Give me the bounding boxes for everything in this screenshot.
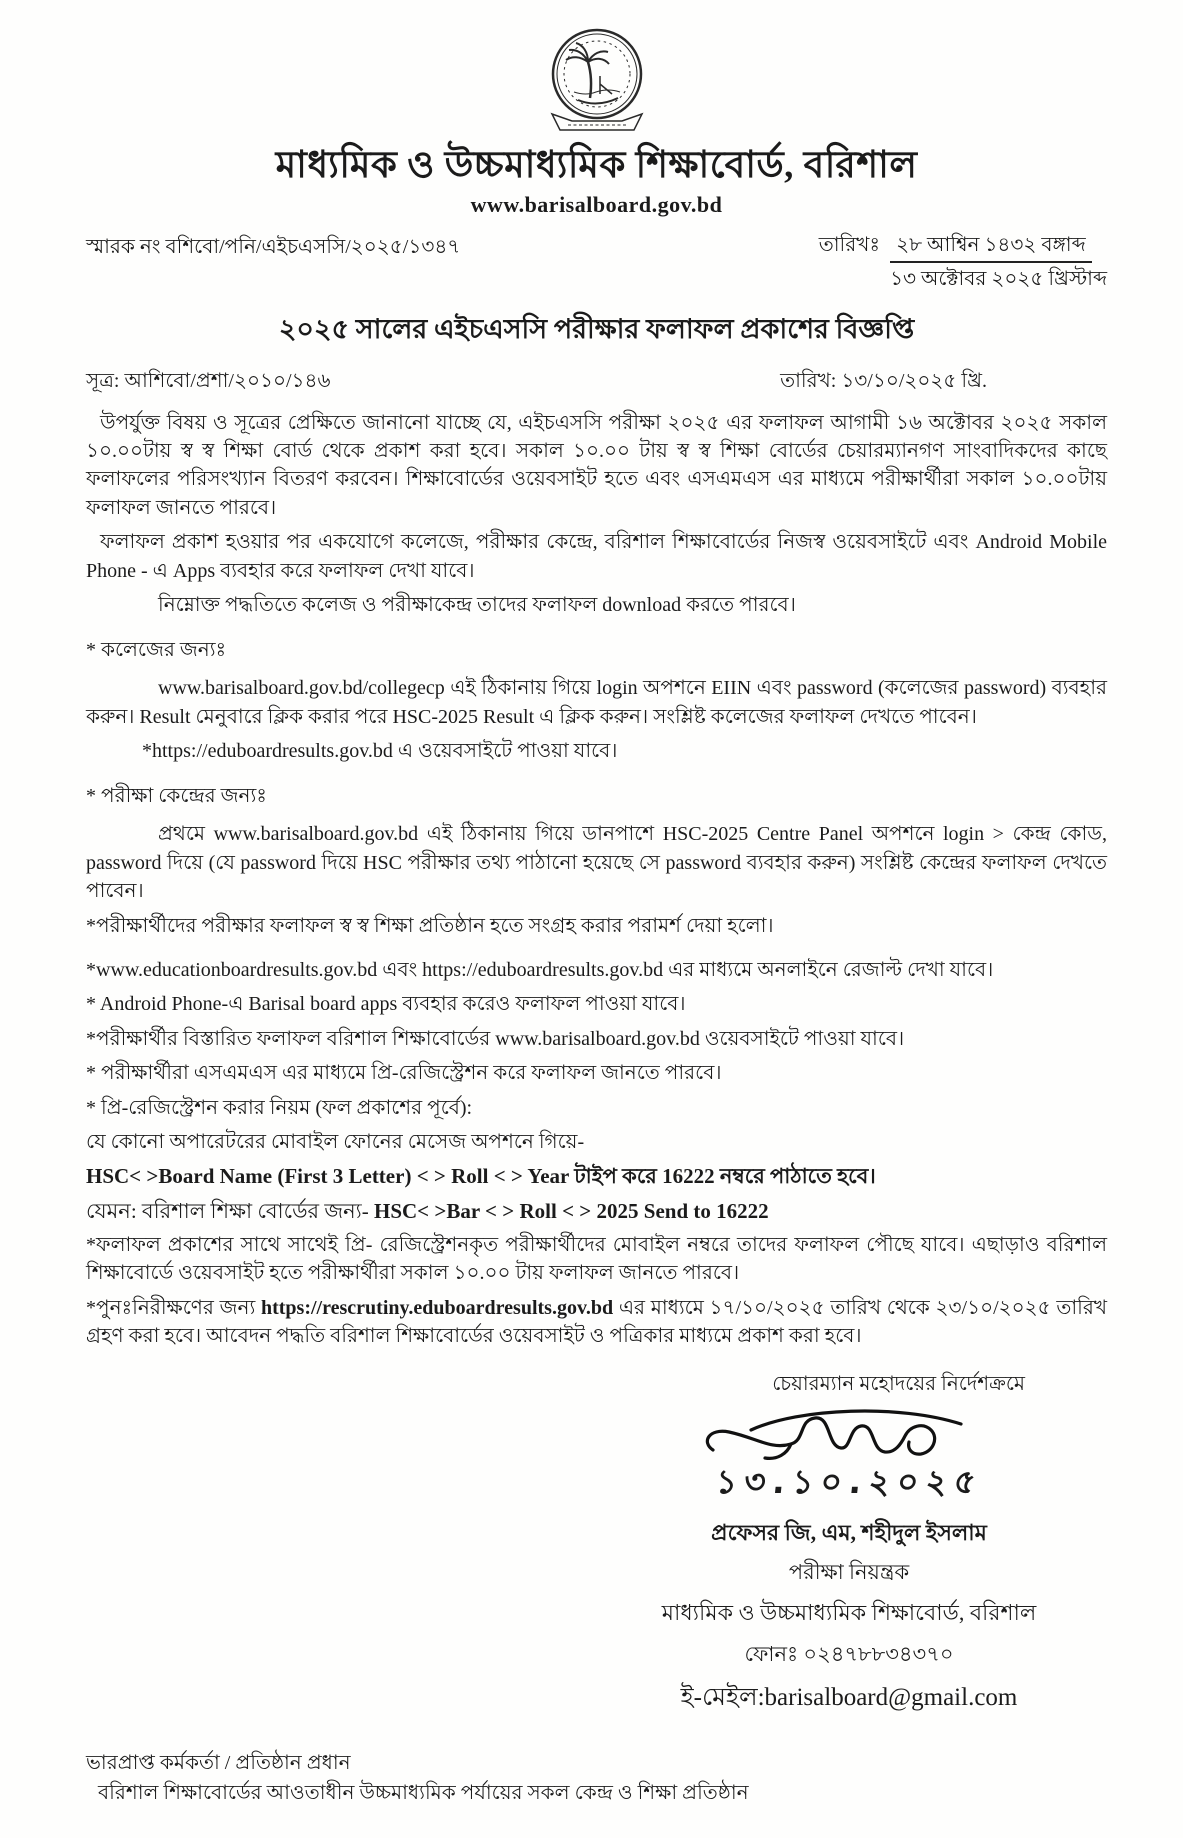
sms-format-line: HSC< >Board Name (First 3 Letter) < > Roll < > Year টাইপ করে 16222 নম্বরে পাঠাতে হবে। [86, 1164, 876, 1189]
college-instructions-paragraph: www.barisalboard.gov.bd/collegecp এই ঠিকানায় গিয়ে login অপশনে EIIN এবং password (কলেজের password) ব্যবহার করুন। Result মেনুবারে ক্লিক করার পরে HSC-2025 Result এ ক্লিক করুন। সংশ্লিষ্ট কলেজের ফলাফল দেখতে পাবেন। [86, 677, 1107, 728]
android-apps-note: * Android Phone-এ Barisal board apps ব্যবহার করেও ফলাফল পাওয়া যাবে। [86, 993, 686, 1016]
collect-from-institution-note: *পরীক্ষার্থীদের পরীক্ষার ফলাফল স্ব স্ব শিক্ষা প্রতিষ্ঠান হতে সংগ্রহ করার পরামর্শ দেয়া হলো। [86, 914, 774, 937]
notice-title: ২০২৫ সালের এইচএসসি পরীক্ষার ফলাফল প্রকাশের বিজ্ঞপ্তি [278, 313, 915, 344]
centre-section-heading: * পরীক্ষা কেন্দ্রের জন্যঃ [86, 785, 267, 808]
ref-number: সূত্র: আশিবো/প্রশা/২০১০/১৪৬ [86, 369, 331, 392]
signatory-designation: পরীক্ষা নিয়ন্ত্রক [788, 1559, 910, 1584]
signature-block [639, 1406, 1059, 1720]
online-result-note: *www.educationboardresults.gov.bd এবং https://eduboardresults.gov.bd এর মাধ্যমে অনলাইনে রেজাল্ট দেখা যাবে। [86, 959, 994, 982]
date-bangla: ২৮ আশ্বিন ১৪৩২ বঙ্গাব্দ [890, 232, 1092, 263]
preregistration-rule-heading: * প্রি-রেজিস্ট্রেশন করার নিয়ম (ফল প্রকাশের পূর্বে): [86, 1096, 473, 1119]
detailed-result-note: *পরীক্ষার্থীর বিস্তারিত ফলাফল বরিশাল শিক্ষাবোর্ডের www.barisalboard.gov.bd ওয়েবসাইটে পাওয়া যাবে। [86, 1027, 905, 1050]
board-website: www.barisalboard.gov.bd [470, 191, 723, 217]
recipient-line-1: ভারপ্রাপ্ত কর্মকর্তা / প্রতিষ্ঠান প্রধান [86, 1751, 351, 1774]
college-section-heading: * কলেজের জন্যঃ [86, 639, 227, 662]
recipient-line-2: বরিশাল শিক্ষাবোর্ডের আওতাধীন উচ্চমাধ্যমিক পর্যায়ের সকল কেন্দ্র ও শিক্ষা প্রতিষ্ঠান [98, 1781, 749, 1804]
date-label: তারিখঃ [818, 233, 881, 256]
signatory-phone: ফোনঃ ০২৪৭৮৮৩৪৩৭০ [744, 1641, 954, 1666]
memo-date-row [86, 232, 1107, 293]
download-method-paragraph: নিম্নোক্ত পদ্ধতিতে কলেজ ও পরীক্ষাকেন্দ্র তাদের ফলাফল download করতে পারবে। [158, 593, 796, 616]
result-availability-paragraph: ফলাফল প্রকাশ হওয়ার পর একযোগে কলেজে, পরীক্ষার কেন্দ্রে, বরিশাল শিক্ষাবোর্ডের নিজস্ব ওয়েবসাইটে এবং Android Mobile Phone - এ Apps ব্যবহার করে ফলাফল দেখা যাবে। [86, 531, 1107, 582]
sms-example-line [86, 1197, 1107, 1225]
board-seal-icon [538, 26, 656, 143]
header-seal-wrap [86, 26, 1107, 143]
rescrutiny-note [86, 1294, 1107, 1351]
result-delivery-note: *ফলাফল প্রকাশের সাথে সাথেই প্রি- রেজিস্ট্রেশনকৃত পরীক্ষার্থীদের মোবাইল নম্বরে তাদের ফলাফল পৌছে যাবে। এছাড়াও বরিশাল শিক্ষাবোর্ডে ওয়েবসাইট হতে পরীক্ষার্থীরা সকাল ১০.০০ টায় ফলাফল জানতে পারবে। [86, 1234, 1107, 1285]
rescrutiny-suffix: এর মাধ্যমে ১৭/১০/২০২৫ তারিখ থেকে ২৩/১০/২০২৫ তারিখ গ্রহণ করা হবে। আবেদন পদ্ধতি বরিশাল শিক্ষাবোর্ডের ওয়েবসাইট ও পত্রিকার মাধ্যমে প্রকাশ করা হবে। [86, 1296, 1108, 1348]
by-order-line: চেয়ারম্যান মহোদয়ের নির্দেশক্রমে [772, 1372, 1025, 1395]
date-block [819, 232, 1107, 293]
ref-date: তারিখ: ১৩/১০/২০২৫ খ্রি. [780, 369, 987, 392]
centre-instructions-paragraph: প্রথমে www.barisalboard.gov.bd এই ঠিকানায় গিয়ে ডানপাশে HSC-2025 Centre Panel অপশনে login > কেন্দ্র কোড, password দিয়ে (যে password দিয়ে HSC পরীক্ষার তথ্য পাঠানো হয়েছে সে password ব্যবহার করুন) সংশ্লিষ্ট কেন্দ্রের ফলাফল দেখতে পাবেন। [86, 823, 1107, 903]
handwritten-date: ১৩.১০.২০২৫ [713, 1461, 985, 1501]
signatory-email: ই-মেইল:barisalboard@gmail.com [680, 1683, 1018, 1711]
recipients-footer [86, 1748, 1107, 1808]
signatory-name: প্রফেসর জি, এম, শহীদুল ইসলাম [711, 1519, 987, 1545]
intro-paragraph: উপর্যুক্ত বিষয় ও সূত্রের প্রেক্ষিতে জানানো যাচ্ছে যে, এইচএসসি পরীক্ষা ২০২৫ এর ফলাফল আগামী ১৬ অক্টোবর ২০২৫ সকাল ১০.০০টায় স্ব স্ব শিক্ষা বোর্ড থেকে প্রকাশ করা হবে। সকাল ১০.০০ টায় স্ব স্ব শিক্ষা বোর্ডের চেয়ারম্যানগণ সাংবাদিকদের কাছে ফলাফলের পরিসংখ্যান বিতরণ করবেন। শিক্ষাবোর্ডের ওয়েবসাইট হতে এবং এসএমএস এর মাধ্যমে পরীক্ষার্থীরা সকাল ১০.০০টায় ফলাফল জানতে পারবে। [86, 411, 1107, 519]
memo-number: স্মারক নং বশিবো/পনি/এইচএসসি/২০২৫/১৩৪৭ [86, 235, 461, 258]
rescrutiny-url: https://rescrutiny.eduboardresults.gov.bd [260, 1296, 614, 1319]
signatory-organization: মাধ্যমিক ও উচ্চমাধ্যমিক শিক্ষাবোর্ড, বরিশাল [661, 1599, 1037, 1625]
board-name-heading: মাধ্যমিক ও উচ্চমাধ্যমিক শিক্ষাবোর্ড, বরিশাল [275, 145, 918, 186]
sms-example-code: HSC< >Bar < > Roll < > 2025 Send to 16222 [374, 1198, 769, 1223]
sms-example-prefix: যেমন: বরিশাল শিক্ষা বোর্ডের জন্য- [86, 1198, 374, 1223]
preregistration-step: যে কোনো অপারেটরের মোবাইল ফোনের মেসেজ অপশনে গিয়ে- [86, 1130, 585, 1153]
ref-date-row [86, 366, 1107, 399]
date-gregorian: ১৩ অক্টোবর ২০২৫ খ্রিস্টাব্দ [890, 267, 1107, 290]
date-lines [890, 232, 1107, 293]
rescrutiny-prefix: *পুনঃনিরীক্ষণের জন্য [86, 1296, 261, 1319]
college-eduboard-note: *https://eduboardresults.gov.bd এ ওয়েবসাইটে পাওয়া যাবে। [142, 740, 618, 763]
sms-preregistration-note: * পরীক্ষার্থীরা এসএমএস এর মাধ্যমে প্রি-রেজিস্ট্রেশন করে ফলাফল জানতে পারবে। [86, 1062, 722, 1085]
